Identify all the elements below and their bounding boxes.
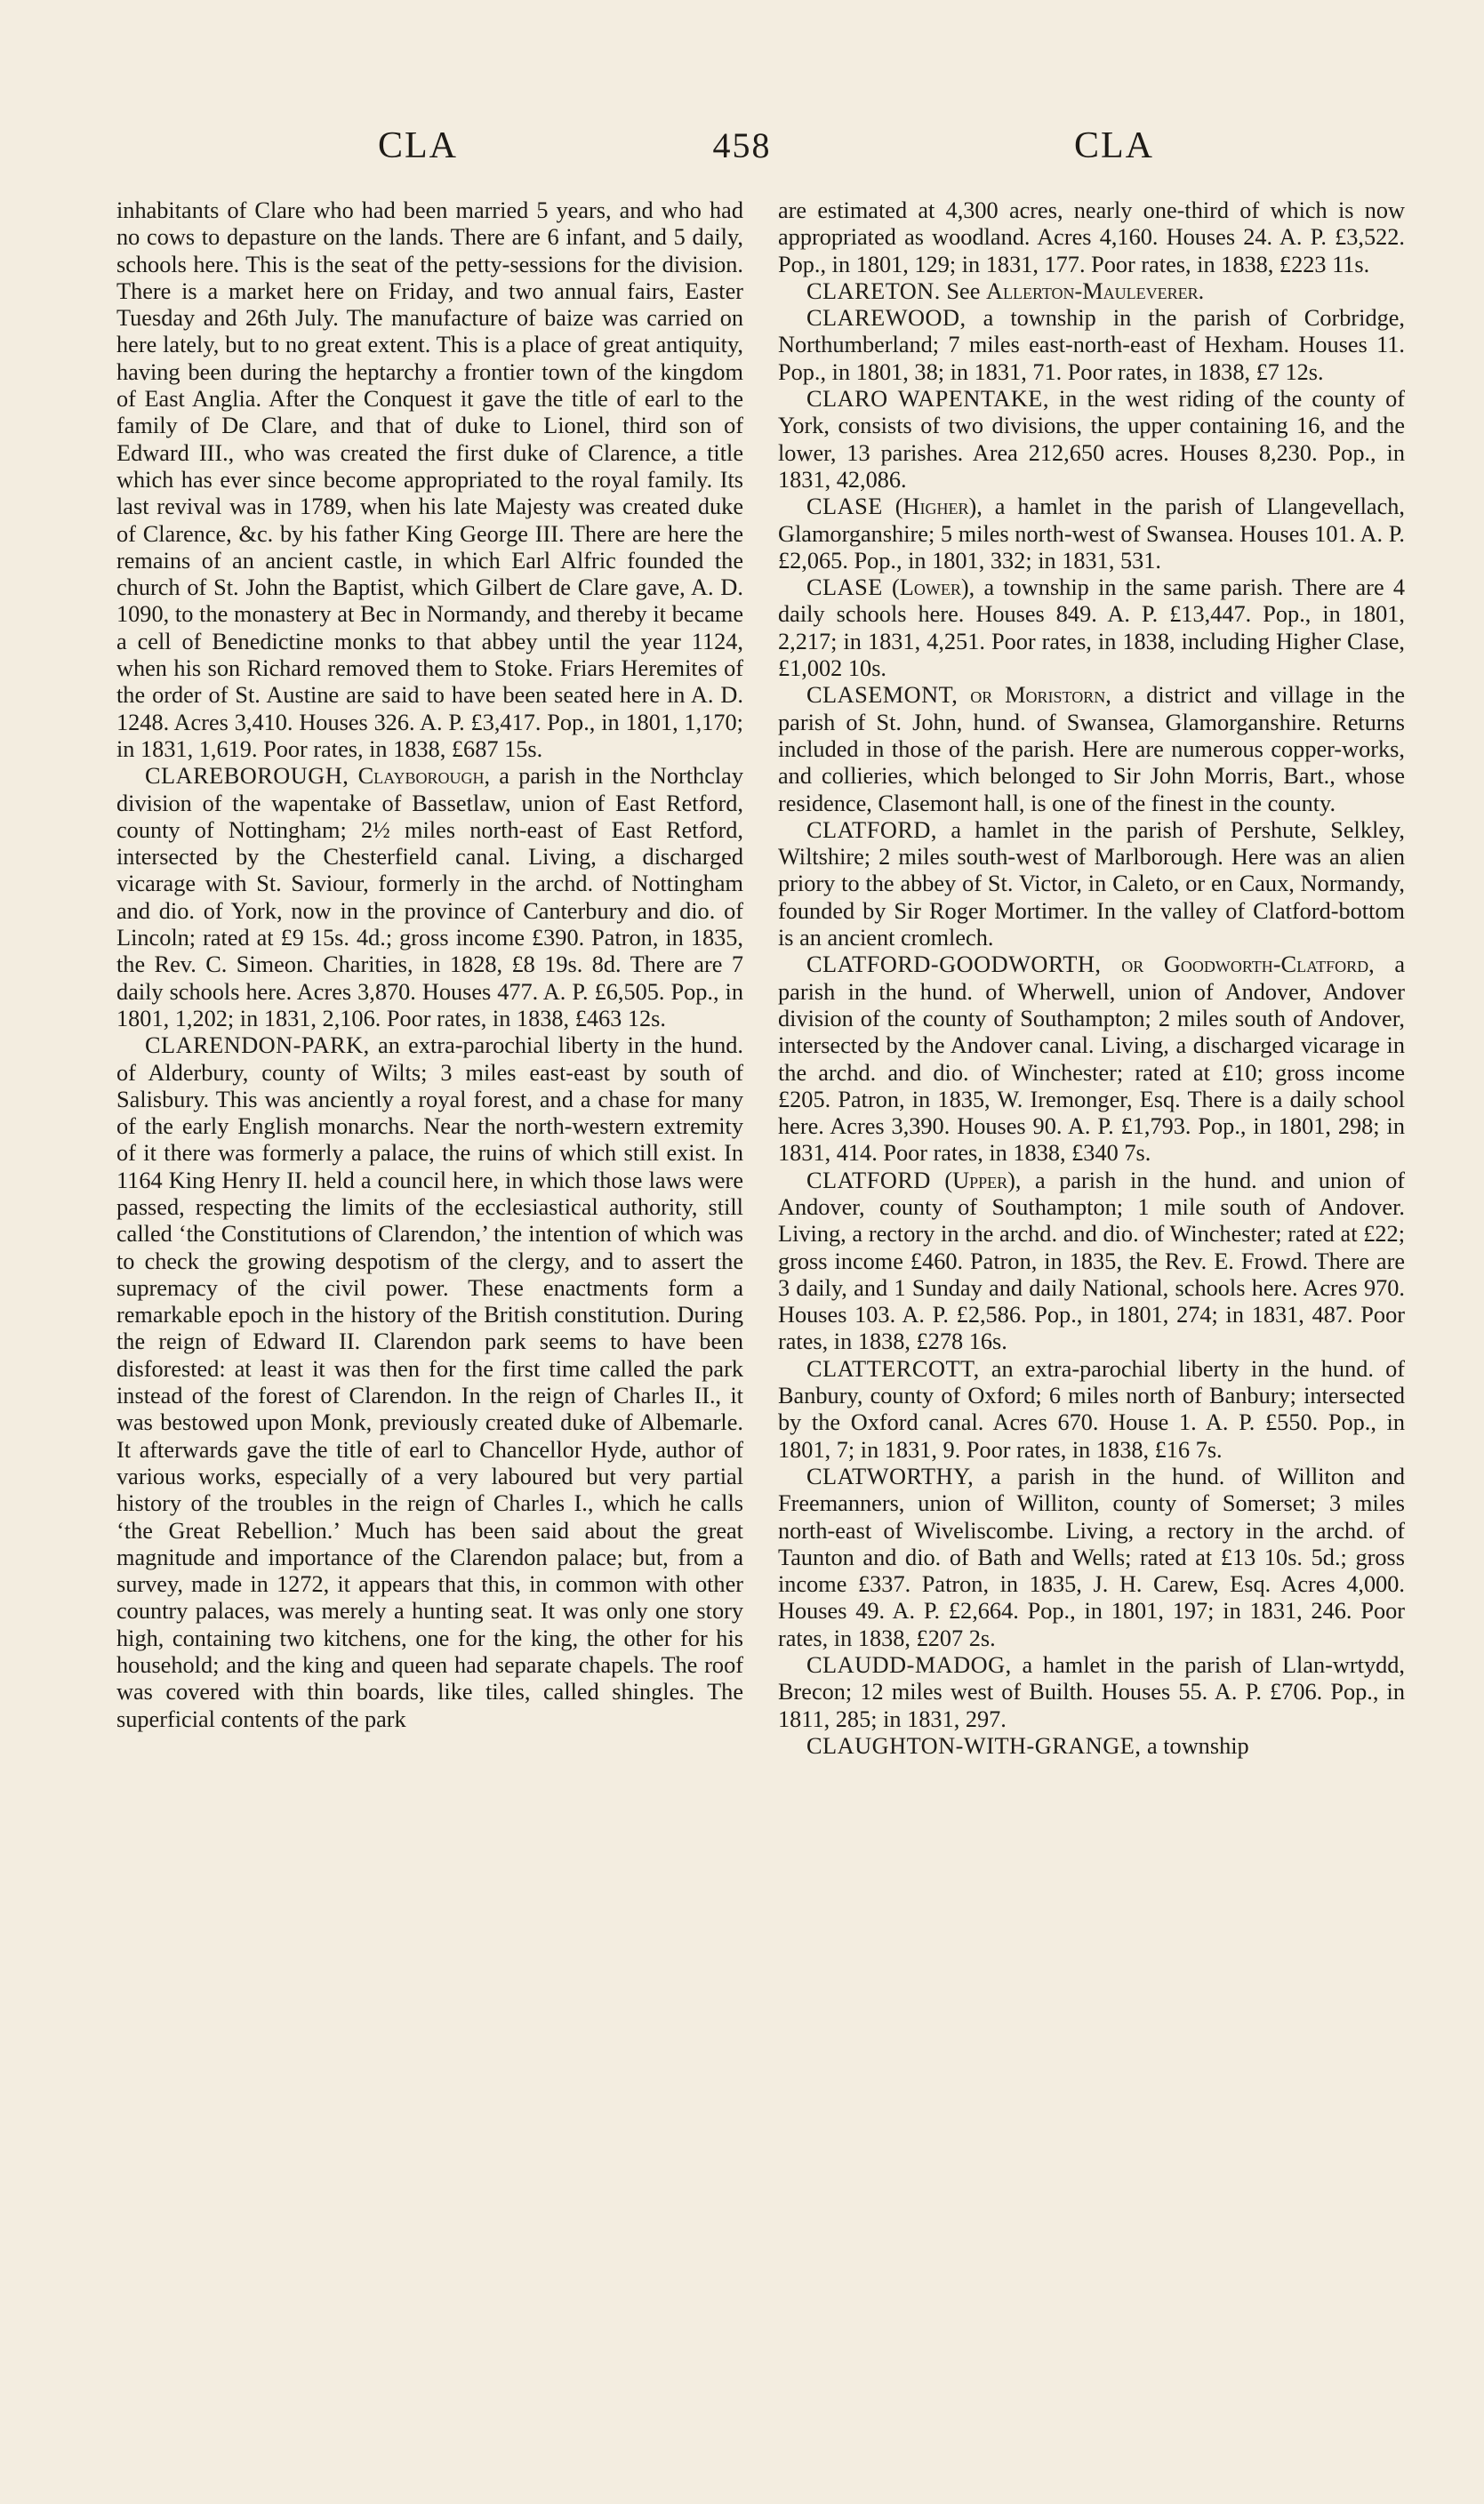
entry-claro-wapentake [778,386,1405,494]
entry-clarendon-park [116,1032,743,1733]
entry-text: a township in the same parish. There are 4 daily schools here. Houses 849. A. P. £13,447. Pop., in 1801, 2,217; in 1831, 4,251. Poor rates, in 1838, including Higher Clase, £1,002 10s. [778,574,1406,682]
headword: CLATTERCOTT, [806,1355,980,1382]
entry-text: a hamlet in the parish of Pershute, Selkley, Wiltshire; 2 miles south-west of Marlborough. Here was an alien priory to the abbey of St. Victor, in Caleto, or en Caux, Normandy, founded by Sir Roger Mortimer. In the valley of Clatford-bottom is an ancient cromlech. [778,816,1405,951]
headword: CLARENDON-PARK, [145,1032,370,1059]
entry-clatford [778,817,1405,951]
headword: CLAUGHTON-WITH-GRANGE, [806,1732,1142,1759]
headword: CLARETON. [806,277,941,304]
headword: CLAREWOOD, [806,305,967,332]
entry-clarewood [778,305,1405,386]
entry-clatford-goodworth [778,951,1405,1167]
alt-name: (Lower), [892,574,975,601]
entry-clarendon-park-continued: are estimated at 4,300 acres, nearly one-third of which is now appropriated as woodland. Acres 4,160. Houses 24. A. P. £3,522. Pop., in 1801, 129; in 1831, 177. Poor rates, in 1838, £223 11s. [778,197,1405,277]
entry-clareborough [116,763,743,1032]
right-column [778,197,1405,1760]
alt-name: or Goodworth-Clatford, [1121,951,1375,978]
headword: CLARO WAPENTAKE, [806,386,1049,413]
entry-clareton [778,278,1405,305]
entry-text: a hamlet in the parish of Llan-wrtydd, Brecon; 12 miles west of Builth. Houses 55. A. P. £706. Pop., in 1811, 285; in 1831, 297. [778,1652,1405,1732]
entry-clatford-upper [778,1168,1405,1356]
headword: CLASE [806,494,883,520]
left-column [116,197,743,1733]
running-head-right: CLA [1074,125,1154,166]
headword: CLATWORTHY, [806,1463,975,1489]
entry-text: a parish in the Northclay division of the wapentake of Bassetlaw, union of East Retford, county of Nottingham; 2½ miles north-east of East Retford, intersected by the Chesterfield canal. Living, a discharged vicarage with St. Saviour, formerly in the archd. of Nottingham and dio. of York, now in the province of Canterbury and dio. of Lincoln; rated at £9 15s. 4d.; gross income £390. Patron, in 1835, the Rev. C. Simeon. Charities, in 1828, £8 19s. 8d. There are 7 daily schools here. Acres 3,870. Houses 477. A. P. £6,505. Pop., in 1801, 1,202; in 1831, 2,106. Poor rates, in 1838, £463 12s. [116,763,743,1031]
entry-clatworthy [778,1464,1405,1652]
entry-clasemont [778,682,1405,816]
entry-text: a parish in the hund. of Williton and Freemanners, union of Williton, county of Somerset; 3 miles north-east of Wiveliscombe. Living, a rectory in the archd. of Taunton and dio. of Bath and Wells; rated at £13 10s. 5d.; gross income £337. Patron, in 1835, J. H. Carew, Esq. Acres 4,000. Houses 49. A. P. £2,664. Pop., in 1801, 197; in 1831, 246. Poor rates, in 1838, £207 2s. [778,1463,1405,1651]
entry-text: a township [1141,1732,1249,1759]
entry-text: an extra-parochial liberty in the hund. of Banbury, county of Oxford; 6 miles north of Banbury; intersected by the Oxford canal. Acres 670. House 1. A. P. £550. Pop., in 1801, 7; in 1831, 9. Poor rates, in 1838, £16 7s. [778,1355,1405,1463]
headword: CLAREBOROUGH, [145,763,349,790]
headword: CLASE [806,574,883,601]
alt-name: (Upper), [944,1167,1022,1193]
alt-name: (Higher), [894,494,983,520]
entry-text: a parish in the hund. of Wherwell, union of Andover, Andover division of the county of Southampton; 2 miles south of Andover, intersected by the Andover canal. Living, a discharged vicarage in the archd. and dio. of Winchester; rated at £10; gross income £205. Patron, in 1835, W. Iremonger, Esq. There is a daily school here. Acres 3,390. Houses 90. A. P. £1,793. Pop., in 1801, 298; in 1831, 414. Poor rates, in 1838, £340 7s. [778,951,1406,1167]
entry-clase-lower [778,574,1405,682]
page-number: 458 [712,125,772,165]
entry-text: a parish in the hund. and union of Andover, county of Southampton; 1 mile south of Andover. Living, a rectory in the archd. and dio. of Winchester; rated at £22; gross income £460. Patron, in 1835, the Rev. E. Frowd. There are 3 daily, and 1 Sunday and daily National, schools here. Acres 970. Houses 103. A. P. £2,586. Pop., in 1801, 274; in 1831, 487. Poor rates, in 1838, £278 16s. [778,1167,1406,1355]
entry-clase-higher [778,494,1405,574]
entry-clattercott [778,1356,1405,1464]
headword: CLATFORD-GOODWORTH, [806,951,1102,978]
alt-name: or Moristorn, [970,682,1111,709]
entry-text: See [940,277,986,304]
running-head-left: CLA [378,125,458,166]
alt-name: Clayborough, [357,763,491,790]
cross-reference: Allerton-Mauleverer. [985,277,1205,304]
headword: CLASEMONT, [806,682,959,709]
entry-text: a township in the parish of Corbridge, Northumberland; 7 miles east-north-east of Hexham. Houses 11. Pop., in 1801, 38; in 1831, 71. Poor rates, in 1838, £7 12s. [778,305,1405,385]
entry-text: a district and village in the parish of St. John, hund. of Swansea, Glamorganshire. Returns included in those of the parish. Here are numerous copper-works, and collieries, which belonged to Sir John Morris, Bart., whose residence, Clasemont hall, is one of the finest in the county. [778,682,1405,816]
headword: CLATFORD, [806,816,937,843]
entry-claughton-with-grange [778,1733,1405,1760]
entry-text: a hamlet in the parish of Llangevellach, Glamorganshire; 5 miles north-west of Swansea. Houses 101. A. P. £2,065. Pop., in 1801, 332; in 1831, 531. [778,494,1405,574]
entry-text: an extra-parochial liberty in the hund. of Alderbury, county of Wilts; 3 miles east-east by south of Salisbury. This was anciently a royal forest, and a chase for many of the early English monarchs. Near the north-western extremity of it there was formerly a palace, the ruins of which still exist. In 1164 King Henry II. held a council here, in which those laws were passed, respecting the limits of the ecclesiastical authority, still called ‘the Constitutions of Clarendon,’ the intention of which was to check the growing despotism of the clergy, and to assert the supremacy of the civil power. These enactments form a remarkable epoch in the history of the British constitution. During the reign of Edward II. Clarendon park seems to have been disforested: at least it was then for the first time called the park instead of the forest of Clarendon. In the reign of Charles II., it was bestowed upon Monk, previously created duke of Albemarle. It afterwards gave the title of earl to Chancellor Hyde, author of various works, especially of a very laboured but very partial history of the troubles in the reign of Charles I., which he calls ‘the Great Rebellion.’ Much has been said about the great magnitude and importance of the Clarendon palace; but, from a survey, made in 1272, it appears that this, in common with other country palaces, was merely a hunting seat. It was only one story high, containing two kitchens, one for the king, the other for his household; and the king and queen had separate chapels. The roof was covered with thin boards, like tiles, called shingles. The superficial contents of the park [116,1032,743,1732]
headword: CLATFORD [806,1167,931,1193]
headword: CLAUDD-MADOG, [806,1652,1012,1679]
entry-clare-continued: inhabitants of Clare who had been married 5 years, and who had no cows to depasture on the lands. There are 6 infant, and 5 daily, schools here. This is the seat of the petty-sessions for the division. There is a market here on Friday, and two annual fairs, Easter Tuesday and 26th July. The manufacture of baize was carried on here lately, but to no great extent. This is a place of great antiquity, having been during the heptarchy a frontier town of the kingdom of East Anglia. After the Conquest it gave the title of earl to the family of De Clare, and that of duke to Lionel, third son of Edward III., who was created the first duke of Clarence, a title which has ever since become appropriated to the royal family. Its last revival was in 1789, when his late Majesty was created duke of Clarence, &c. by his father King George III. There are here the remains of an ancient castle, in which Earl Alfric founded the church of St. John the Baptist, which Gilbert de Clare gave, A. D. 1090, to the monastery at Bec in Normandy, and thereby it became a cell of Benedictine monks to that abbey until the year 1124, when his son Richard removed them to Stoke. Friars Heremites of the order of St. Austine are said to have been seated here in A. D. 1248. Acres 3,410. Houses 326. A. P. £3,417. Pop., in 1801, 1,170; in 1831, 1,619. Poor rates, in 1838, £687 15s. [116,197,743,762]
entry-text: in the west riding of the county of York, consists of two divisions, the upper containing 16, and the lower, 13 parishes. Area 212,650 acres. Houses 8,230. Pop., in 1831, 42,086. [778,386,1405,493]
entry-claudd-madog [778,1652,1405,1733]
